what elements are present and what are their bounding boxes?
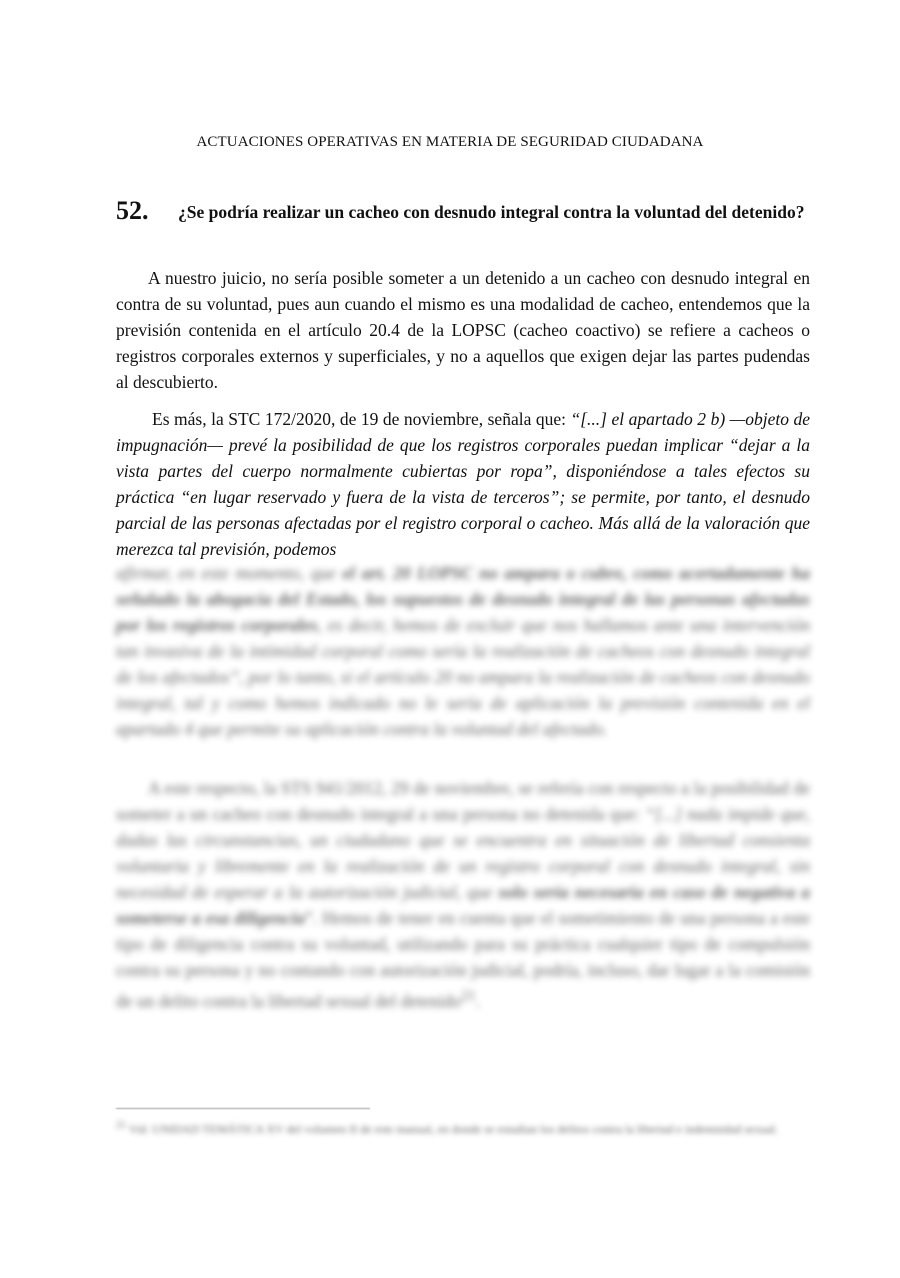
question-number: 52.: [116, 196, 149, 225]
footnote-marker: 21: [116, 1120, 126, 1131]
blurred-1-part-b: el art. 20 LOPSC no ampara o cubre, como acertadamente ha señalado la abogacía del Estado, los supuestos de desnudo integral de las personas afectadas por los registros corporales: [116, 563, 810, 635]
footnote-reference: 21: [461, 988, 476, 1004]
footnote: [116, 1117, 810, 1138]
blurred-1-part-c: , es decir, hemos de excluir que nos hallamos ante una intervención tan invasiva de la intimidad corporal como sería la realización de cacheos con desnudo integral de los afectados”, por lo tanto, si el artículo 20 no ampara la realización de cacheos con desnudo integral, tal y como hemos indicado no le sería de aplicación la previsión contenida en el apartado 4 que permite su aplicación contra la voluntad del afectado.: [116, 615, 811, 739]
question-heading: ¿Se podría realizar un cacheo con desnudo integral contra la voluntad del detenido?: [178, 202, 805, 222]
footnote-divider: [116, 1108, 370, 1109]
paragraph-2: [116, 406, 810, 562]
blurred-2-part-c: solo sería necesaria en caso de negativa a someterse a esa diligencia: [116, 882, 810, 928]
footnote-text: Vid. UNIDAD TEMÁTICA XV del volumen II de este manual, en donde se estudian los delitos contra la libertad e indemnidad sexual.: [126, 1122, 779, 1136]
blurred-2-part-b: “[...] nada impide que, dadas las circunstancias, un ciudadano que se encuentra en situación de libertad consienta voluntaria y libremente en la realización de un registro corporal con desnudo integral, sin necesidad de esperar a la autorización judicial, que: [116, 804, 811, 902]
paragraph-2-intro: Es más, la STC 172/2020, de 19 de noviembre, señala que:: [152, 409, 571, 429]
blurred-2-end: .: [475, 990, 480, 1011]
question-block: [116, 196, 810, 225]
blurred-1-part-a: afirmar, en este momento, que: [116, 563, 343, 583]
blurred-2-part-d: ”. Hemos de tener en cuenta que el sometimiento de una persona a este tipo de diligencia contra su voluntad, utilizando para su práctica cualquier tipo de compulsión contra su persona y no contando con autorización judicial, podría, incluso, dar lugar a la comisión de un delito contra la libertad sexual del detenido: [116, 908, 810, 1011]
paragraph-2-quote: “[...] el apartado 2 b) —objeto de impugnación— prevé la posibilidad de que los registros corporales puedan implicar “dejar a la vista partes del cuerpo normalmente cubiertas por ropa”, disponiéndose a tales efectos su práctica “en lugar reservado y fuera de la vista de terceros”; se permite, por tanto, el desnudo parcial de las personas afectadas por el registro corporal o cacheo. Más allá de la valoración que merezca tal previsión, podemos: [116, 409, 810, 559]
blurred-2-part-a: A este respecto, la STS 941/2012, 29 de noviembre, se refería con respecto a la posibilidad de someter a un cacheo con desnudo integral a una persona no detenida que:: [116, 778, 810, 824]
blurred-paragraph-2: [116, 775, 810, 1014]
running-header: ACTUACIONES OPERATIVAS EN MATERIA DE SEGURIDAD CIUDADANA: [196, 134, 704, 150]
paragraph-1: A nuestro juicio, no sería posible someter a un detenido a un cacheo con desnudo integral en contra de su voluntad, pues aun cuando el mismo es una modalidad de cacheo, entendemos que la previsión contenida en el artículo 20.4 de la LOPSC (cacheo coactivo) se refiere a cacheos o registros corporales externos y superficiales, y no a aquellos que exigen dejar las partes pudendas al descubierto.: [116, 268, 810, 392]
blurred-paragraph-1: [116, 560, 810, 742]
